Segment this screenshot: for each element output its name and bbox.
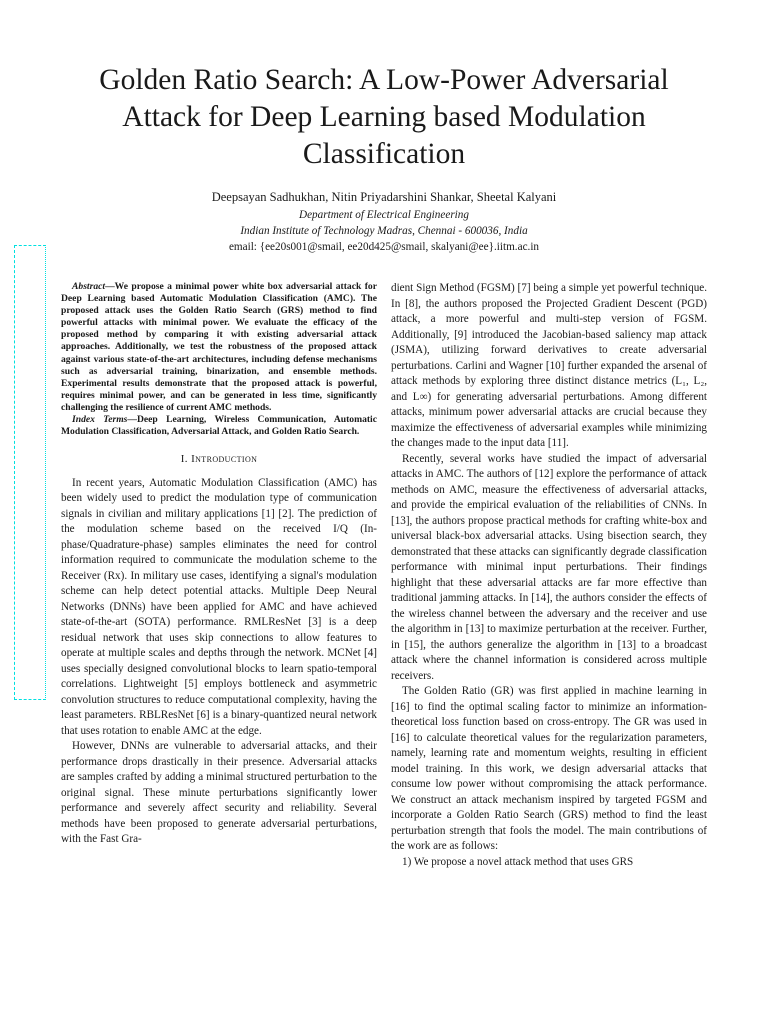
affiliation-department: Department of Electrical Engineering — [299, 209, 469, 221]
margin-annotation-box — [14, 245, 46, 700]
contribution-list-item: 1) We propose a novel attack method that uses GRS — [402, 855, 634, 868]
body-paragraph: However, DNNs are vulnerable to adversarial attacks, and their performance drops drastically in their presence. Adversarial attacks are samples crafted by adding a minimal structured perturbation to the original signal. These minute perturbations significantly lower performance and severely affect security and reliability. Several methods have been proposed to generate adversarial perturbations, with the Fast Gra- — [61, 740, 377, 846]
body-paragraph: In recent years, Automatic Modulation Classification (AMC) has been widely used to predict the modulation type of communication signals in civilian and military applications [1] [2]. The prediction of the modulation scheme based on the received I/Q (In-phase/Quadrature-phase) samples eliminates the need for control information required to communicate the modulation scheme to the Receiver (Rx). In military use cases, identifying a signal's modulation scheme can help detect potential attacks. Multiple Deep Neural Networks (DNNs) have been applied for AMC and have achieved state-of-the-art (SOTA) performance. RMLResNet [3] is a deep residual network that uses skip connections to allow features to operate at multiple scales and depths through the network. MCNet [4] uses specially designed convolutional blocks to learn spatio-temporal correlations. Lightweight [5] employs bottleneck and asymmetric convolution structures to reduce computational complexity, having the least parameters. RBLResNet [6] is a binary-quantized neural network that uses rotation to enable AMC at the edge. — [61, 476, 377, 737]
author-emails: email: {ee20s001@smail, ee20d425@smail, skalyani@ee}.iitm.ac.in — [228, 241, 540, 253]
index-terms-label: Index Terms — [72, 414, 128, 426]
affiliation-institute: Indian Institute of Technology Madras, Chennai - 600036, India — [240, 225, 528, 237]
index-terms-text: —Deep Learning, Wireless Communication, Automatic Modulation Classification, Adversarial Attack, and Golden Ratio Search. — [61, 414, 377, 438]
author-list: Deepsayan Sadhukhan, Nitin Priyadarshini Shankar, Sheetal Kalyani — [211, 190, 557, 204]
abstract-text: —We propose a minimal power white box adversarial attack for Deep Learning based Automatic Modulation Classification (AMC). The proposed attack uses the Golden Ratio Search (GRS) method to find powerful attacks with minimal power. We evaluate the efficacy of the proposed method by comparing it with existing adversarial attack approaches. Additionally, we test the robustness of the proposed attack against various state-of-the-art architectures, including defense mechanisms such as adversarial training, binarization, and ensemble methods. Experimental results demonstrate that the proposed attack is powerful, requires minimal power, and can be generated in less time, significantly challenging the resilience of current AMC methods. — [61, 281, 377, 413]
abstract-label: Abstract — [72, 281, 106, 292]
body-paragraph: Recently, several works have studied the impact of adversarial attacks in AMC. The authors of [12] explore the performance of attack methods on AMC, measure the effectiveness of adversarial attacks, and provide the empirical evaluation of the reliabilities of CNNs. In [13], the authors propose practical methods for crafting white-box and universal black-box adversarial attacks. Using bisection search, they demonstrated that these attacks can significantly degrade classification performance with minimal input perturbations. Their findings highlight that these adversarial attacks are far more effective than traditional jamming attacks. In [14], the authors consider the effects of the wireless channel between the adversary and the receiver and use the algorithm in [13] to maximize perturbation at the receiver. Further, in [15], the authors generalize the algorithm in [13] to a broadcast attack where the channel information is considered across multiple receivers. — [391, 452, 707, 682]
section-title: Introduction — [191, 453, 258, 466]
right-column — [391, 281, 707, 870]
paper-title: Golden Ratio Search: A Low-Power Adversarial Attack for Deep Learning based Modulation Classification — [99, 64, 669, 170]
section-number: I. — [180, 453, 192, 466]
abstract — [61, 281, 377, 414]
left-column — [61, 281, 377, 848]
body-paragraph: dient Sign Method (FGSM) [7] being a simple yet powerful technique. In [8], the authors proposed the Projected Gradient Descent (PGD) attack, a more powerful and multi-step version of FGSM. Additionally, [9] introduced the Jacobian-based saliency map attack (JSMA), utilizing forward derivatives to create adversarial perturbations. Carlini and Wagner [10] further expanded the arsenal of attack methods by exploring three distinct distance metrics (L₁, L₂, and L∞) for generating adversarial perturbations. Among different attacks, minimum power adversarial attacks are crucial because they maximize the effectiveness of adversarial examples while minimizing the changes made to the input data [11]. — [391, 282, 707, 449]
index-terms — [61, 414, 377, 438]
section-heading-introduction — [61, 452, 377, 468]
body-paragraph: The Golden Ratio (GR) was first applied in machine learning in [16] to find the optimal scaling factor to minimize an information-theoretical loss function based on cross-entropy. The GR was used in [16] to calculate theoretical values for the regularization parameters, namely, learning rate and momentum weights, resulting in efficient model training. In this work, we design adversarial attacks that consume low power without compromising the attack performance. We construct an attack mechanism inspired by targeted FGSM and incorporate a Golden Ratio Search (GRS) method to find the least perturbation strength that fools the model. The main contributions of the work are as follows: — [391, 685, 707, 852]
